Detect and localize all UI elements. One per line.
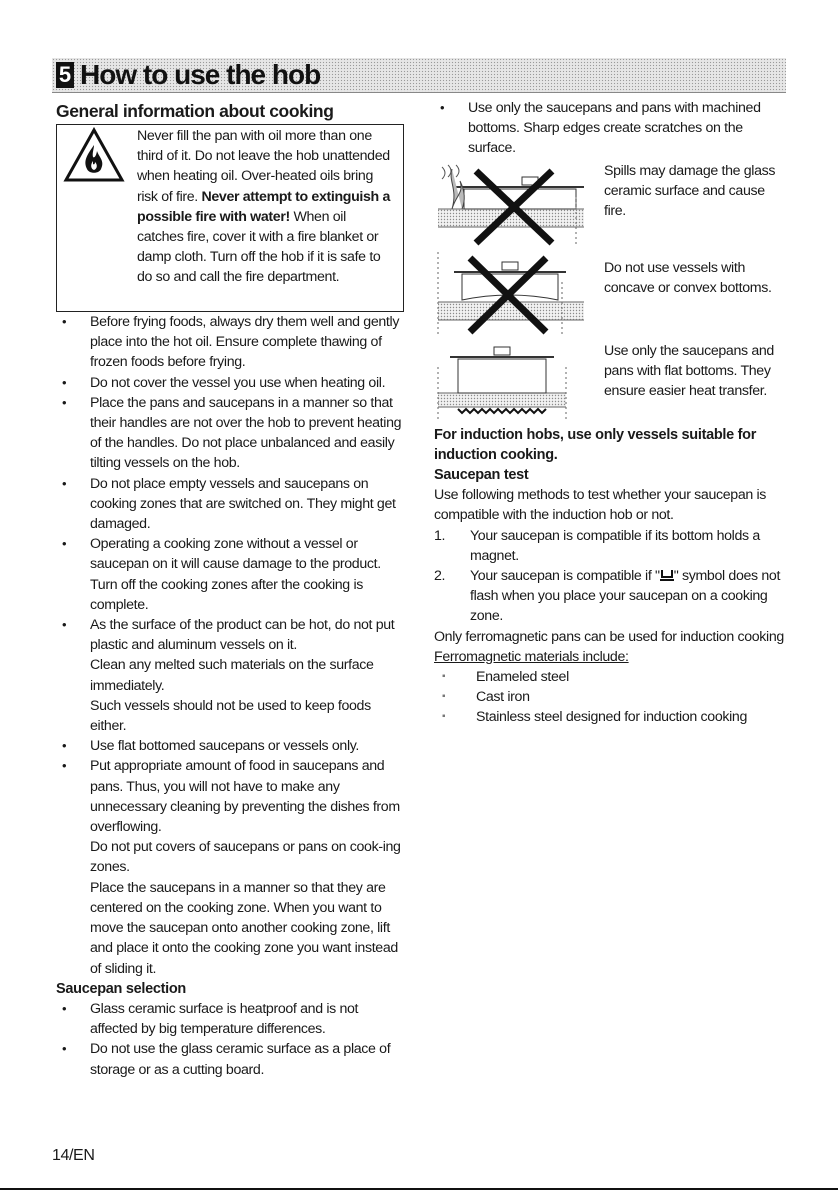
heading-saucepan-test: Saucepan test bbox=[434, 467, 529, 484]
list-item: ▪ Stainless steel designed for induction cooking bbox=[434, 707, 784, 727]
list-item: • Do not cover the vessel you use when heating oil. bbox=[56, 373, 404, 393]
right-column bbox=[434, 98, 784, 728]
section-title: How to use the hob bbox=[80, 59, 321, 90]
pan-symbol-icon bbox=[660, 568, 674, 582]
fire-warning-icon bbox=[63, 127, 125, 183]
list-item: • Before frying foods, always dry them well and gently place into the hot oil. Ensure complete thawing of frozen foods before frying. bbox=[56, 312, 404, 373]
pan-spill-illustration bbox=[434, 161, 594, 246]
list-item: • Do not place empty vessels and saucepans on cooking zones that are switched on. They might get damaged. bbox=[56, 474, 404, 535]
numbered-item: 2. Your saucepan is compatible if " " symbol does not flash when you place your saucepan on a cooking zone. bbox=[434, 568, 781, 625]
list-item: • Put appropriate amount of food in saucepans and pans. Thus, you will not have to make any unnecessary cleaning by preventing the dishes from overflowing. bbox=[56, 756, 404, 837]
figure-flat bbox=[434, 337, 784, 425]
footer-rule bbox=[0, 1188, 838, 1190]
figure-caption: Use only the saucepans and pans with flat bottoms. They ensure easier heat transfer. bbox=[604, 342, 774, 400]
list-item: • Operating a cooking zone without a vessel or saucepan on it will cause damage to the product. Turn off the cooking zones after the cooking is complete. bbox=[56, 534, 404, 615]
heading-saucepan-selection: Saucepan selection bbox=[56, 980, 186, 997]
pan-flat-illustration bbox=[434, 337, 594, 422]
heading-general-info: General information about cooking bbox=[56, 101, 334, 121]
heading-induction: For induction hobs, use only vessels suitable for induction cooking. bbox=[434, 426, 757, 463]
figure-concave bbox=[434, 252, 784, 337]
list-subparagraph: Clean any melted such materials on the surface immediately. bbox=[90, 657, 374, 694]
list-item: • Place the pans and saucepans in a manner so that their handles are not over the hob to prevent heating of the handles. Do not place unbalanced and easily tilting vessels on the hob. bbox=[56, 393, 404, 474]
list-subparagraph: Place the saucepans in a manner so that they are centered on the cooking zone. When you want to move the saucepan onto another cooking zone, lift and place it onto the cooking zone you want instead of sliding it. bbox=[90, 879, 398, 977]
list-item: • Use only the saucepans and pans with machined bottoms. Sharp edges create scratches on the surface. bbox=[434, 98, 784, 159]
paragraph: Use following methods to test whether your saucepan is compatible with the induction hob or not. bbox=[434, 487, 767, 524]
section-header bbox=[52, 58, 786, 93]
list-item: • Do not use the glass ceramic surface as a place of storage or as a cutting board. bbox=[56, 1039, 404, 1079]
left-column bbox=[56, 100, 404, 1080]
figure-caption: Do not use vessels with concave or convex bottoms. bbox=[604, 259, 772, 296]
list-item: • Glass ceramic surface is heatproof and is not affected by big temperature differences. bbox=[56, 999, 404, 1039]
list-item: ▪ Cast iron bbox=[434, 687, 784, 707]
list-subparagraph: Do not put covers of saucepans or pans on cook-ing zones. bbox=[90, 839, 401, 876]
pan-concave-illustration bbox=[434, 252, 594, 337]
paragraph: Only ferromagnetic pans can be used for induction cooking bbox=[434, 628, 784, 645]
figure-caption: Spills may damage the glass ceramic surface and cause fire. bbox=[604, 162, 776, 220]
list-subparagraph: Such vessels should not be used to keep foods either. bbox=[90, 697, 371, 735]
list-item: • Use flat bottomed saucepans or vessels only. bbox=[56, 736, 404, 756]
numbered-item: 1. Your saucepan is compatible if its bottom holds a magnet. bbox=[434, 527, 760, 564]
list-item: ▪ Enameled steel bbox=[434, 667, 784, 687]
materials-heading: Ferromagnetic materials include: bbox=[434, 648, 629, 665]
page-number: 14/EN bbox=[52, 1147, 95, 1164]
fire-warning-box bbox=[56, 124, 404, 312]
warning-text: Never fill the pan with oil more than one third of it. Do not leave the hob unattended when heating oil. Over-heated oils bring risk of fire. Never attempt to extinguish a possible fire with water! When oil catches fire, cover it with a fire blanket or damp cloth. Turn off the hob if it is safe to do so and call the fire department. bbox=[137, 128, 391, 286]
figure-spills bbox=[434, 161, 784, 246]
section-number: 5 bbox=[56, 62, 74, 88]
list-item: • As the surface of the product can be hot, do not put plastic and aluminum vessels on it. bbox=[56, 615, 404, 655]
